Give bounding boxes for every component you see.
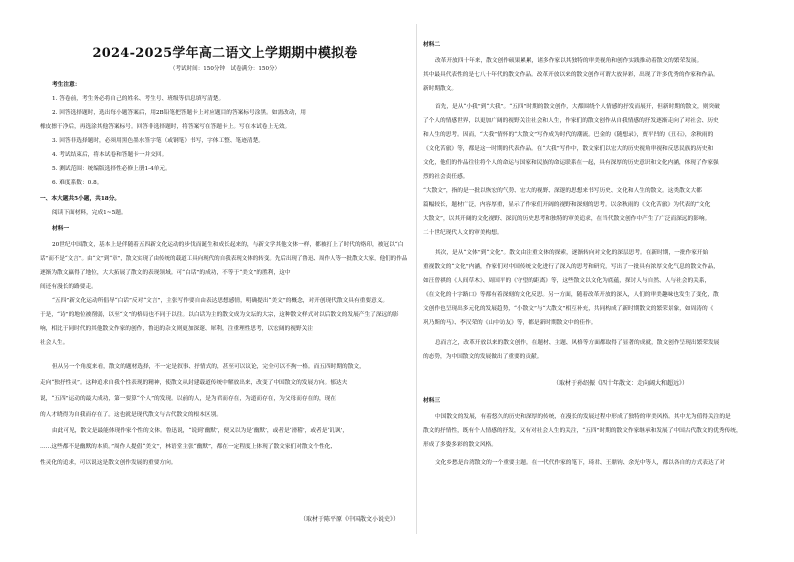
material-2-line: 大散文”，以其开阔的文化视野、深沉的历史思考和独特的审美追求，在当代散文创作中产生了广泛而深远的影响。 (423, 216, 711, 222)
material-1-line: 社会人生。 (40, 340, 69, 346)
material-2-line: 如汪曾祺的《人间草木》、周国平的《守望的距离》等，这些散文以文化为底蕴，探讨人与自然、人与社会的关系， (423, 278, 711, 284)
material-2-line: 了个人的情感世界，以更加广阔的视野关注社会和人生，作家们的散文创作从自我情感的抒发逐渐走向了对社会、历史 (423, 118, 719, 124)
notice-item-3a: 3. 回答非选择题时，必须用黑色墨水签字笔（或钢笔）书写，字体工整、笔迹清楚。 (52, 138, 264, 144)
material-2-line: 改革开放四十年来，散文创作硕果累累，诸多作家以其独特的审美视角和创作实践推动着散文的繁荣发展。 (435, 58, 703, 64)
material-1-label: 材料一 (52, 226, 70, 232)
notice-item-3b: 4. 考试结束后，将本试卷和答题卡一并交回。 (52, 152, 168, 158)
material-3-line: 文化乡愁是台湾散文的一个重要主题。在一代代作家的笔下，琦君、王鼎钧、余光中等人，都以各自的方式表达了对 (435, 460, 726, 466)
material-1-line: 的人才晓得为自我而存在了。这也就是现代散文与古代散文的根本区别。 (40, 412, 222, 418)
material-2-line: 新时期散文。 (423, 86, 458, 92)
material-1-line: “五四”新文化运动所倡导“白话”反对“文言”，主张写作要自由表达思想感情，明确提出“美文”的概念，对开创现代散文具有重要意义。 (52, 298, 389, 304)
material-2-source: （取材于孙绍振《四十年散文：走向阔大和超远》） (553, 380, 689, 387)
material-2-line: 巩乃斯的马》、李汉荣的《山中访友》等，都是新时期散文中的佳作。 (423, 320, 597, 326)
material-1-source: （取材于陈平原《中国散文小说史》） (300, 516, 400, 523)
notice-item-2b: 橡皮擦干净后，再选涂其他答案标号。回答非选择题时，将答案写在答题卡上。写在本试卷上无效。 (40, 124, 291, 130)
material-2-line: 其次，是从“文体”到“文化”。散文由注重文体的探索，逐渐转向对文化的深层思考。在新时期，一批作家开始 (435, 250, 709, 256)
section-instruction: 阅读下面材料，完成1~5题。 (52, 210, 127, 216)
material-3-line: 散文的抒情性，既有个人情感的抒发，又有对社会人生的关注，“五四”时期的散文作家继承和发展了中国古代散文的优秀传统， (423, 428, 742, 434)
section-heading: 一、本大题共5小题，共18分。 (40, 196, 121, 202)
material-1-line: 于是，“诗”的地位被削弱，以至“文”的格局也不同于以往。以白话为主的散文成为文坛的大宗，这种散文样式对以后散文的发展产生了深远的影 (40, 312, 399, 318)
material-2-line: 总而言之，改革开放以来的散文创作，在题材、主题、风格等方面都取得了显著的成就，散文创作呈现出繁荣发展 (435, 340, 720, 346)
exam-subtitle: （考试时间：150分钟 试卷满分：150分） (169, 66, 281, 72)
material-2-line: 《在文化的十字路口》等都有着深刻的文化反思。另一方面，随着改革开放的深入，人们的审美趣味也发生了变化，散 (423, 292, 719, 298)
material-1-line: 响，相比于同时代的其他散文作家的创作，鲁迅的杂文则更加深邃、犀利，注重理性思考，以宏阔的视野关注 (40, 326, 313, 332)
material-2-line: 《文化苦旅》等，都是这一时期的代表作品。在“大我”写作中，散文家们以宏大的历史视角审视和反思民族的历史和 (423, 146, 714, 152)
column-divider (416, 24, 417, 534)
material-3-line: 中国散文的发展，有着悠久的历史和深厚的传统，在漫长的发展过程中形成了独特的审美风格。其中尤为值得关注的是 (435, 414, 731, 420)
material-2-line: 文化，他们的作品往往将个人的命运与国家和民族的命运联系在一起，具有深厚的历史意识和文化内涵，体现了作家强 (423, 160, 719, 166)
notice-item-1: 1. 答卷前，考生务必将自己的姓名、考生号、班级等信息填写清楚。 (52, 96, 225, 102)
material-1-line: 由此可见，散文是最能体现作家个性的文体。鲁迅说，“说到‘幽默’，便又以为是‘幽默’，或者是‘滑稽’，或者是‘讥讽’， (52, 428, 349, 434)
material-1-line: 说，“五四”运动的最大成功，第一要算“个人”的发现。以前的人，是为君而存在，为道而存在，为父母而存在的，现在 (40, 396, 337, 402)
material-1-line: 间还有漫长的路要走。 (40, 284, 97, 290)
notice-item-4: 5. 测试范围：统编版选择性必修上册1-4单元。 (52, 166, 171, 172)
exam-title: 2024-2025学年高二语文上学期期中模拟卷 (92, 46, 358, 61)
material-2-line: 其中最具代表性的是七八十年代的散文作品。改革开放以来的散文创作可谓大放异彩，出现了许多优秀的作家和作品。 (423, 72, 719, 78)
notice-item-2a: 2. 回答选择题时，选出每小题答案后，用2B铅笔把答题卡上对应题目的答案标号涂黑。如需改动，用 (52, 110, 306, 116)
notice-heading: 考生注意： (52, 82, 81, 88)
material-2-line: 首先，是从“小我”到“大我”。“五四”时期的散文创作，大都围绕个人情感的抒发而展开，但新时期的散文，则突破 (435, 104, 720, 110)
material-3-label: 材料三 (423, 398, 441, 404)
material-2-label: 材料二 (423, 42, 441, 48)
material-3-line: 形成了多姿多彩的散文风格。 (423, 442, 497, 448)
material-2-line: “大散文”，指的是一批以恢宏的气势、宏大的视野、深邃的思想来书写历史、文化和人生的散文。这类散文大都 (423, 188, 702, 194)
material-1-line: ……这些都不是幽默的本质。”周作人提倡“美文”，林语堂主张“幽默”，都在一定程度上体现了散文家们对散文个性化、 (40, 444, 337, 450)
material-1-line: 走向“独抒性灵”。这种追求自我个性表现的精神，使散文从封建载道传统中解放出来，改变了中国散文的发展方向。郁达夫 (40, 380, 348, 386)
material-1-line: 但从另一个角度来看，散文的题材选择，不一定是叙事、抒情式的，甚至可以议论，完全可以不拘一格。而五四时期的散文， (52, 364, 365, 370)
material-2-line: 篇幅较长，题材广泛，内容厚重，显示了作家们开阔的视野和深刻的思考。以余秋雨的《文化苦旅》为代表的“文化 (423, 202, 711, 208)
left-column (40, 0, 410, 562)
material-1-line: 逐渐为散文赢得了地位，大大拓展了散文的表现领域。可“白话”的成功，不等于“美文”的胜利，这中 (40, 270, 291, 276)
notice-item-5: 6. 难度系数：0.8。 (52, 180, 103, 186)
material-2-line: 文创作也呈现出多元化的发展趋势，“小散文”与“大散文”相互补充，共同构成了新时期散文的繁荣景象，如周涛的《 (423, 306, 714, 312)
material-2-line: 的态势，为中国散文的发展做出了重要的贡献。 (423, 354, 543, 360)
material-2-line: 二十世纪现代人文的审美构想。 (423, 230, 503, 236)
material-1-line: 20世纪中国散文，基本上是伴随着五四新文化运动的步伐而诞生和成长起来的，与新文学其他文体一样，都被打上了时代的烙印，被冠以“白 (52, 242, 404, 248)
material-2-line: 烈的社会责任感。 (423, 174, 469, 180)
material-2-line: 重视散文的“文化”内涵，作家们对中国传统文化进行了深入的思考和研究，写出了一批具有浓厚文化气息的散文作品， (423, 264, 719, 270)
material-1-line: 性灵化的追求，可以说这是散文创作发展的重要方向。 (40, 460, 177, 466)
right-column (423, 0, 768, 562)
material-1-line: 话”而不是“文言”。由“文”到“章”，散文实现了由传统的载道工具向现代的自我表现文体的转变。先后出现了鲁迅、周作人等一批散文大家，他们的作品 (40, 256, 408, 262)
material-2-line: 和人生的思考。因而，“大我”情怀的“大散文”写作成为时代的潮流。巴金的《随想录》，贾平凹的《丑石》，余秋雨的 (423, 132, 714, 138)
